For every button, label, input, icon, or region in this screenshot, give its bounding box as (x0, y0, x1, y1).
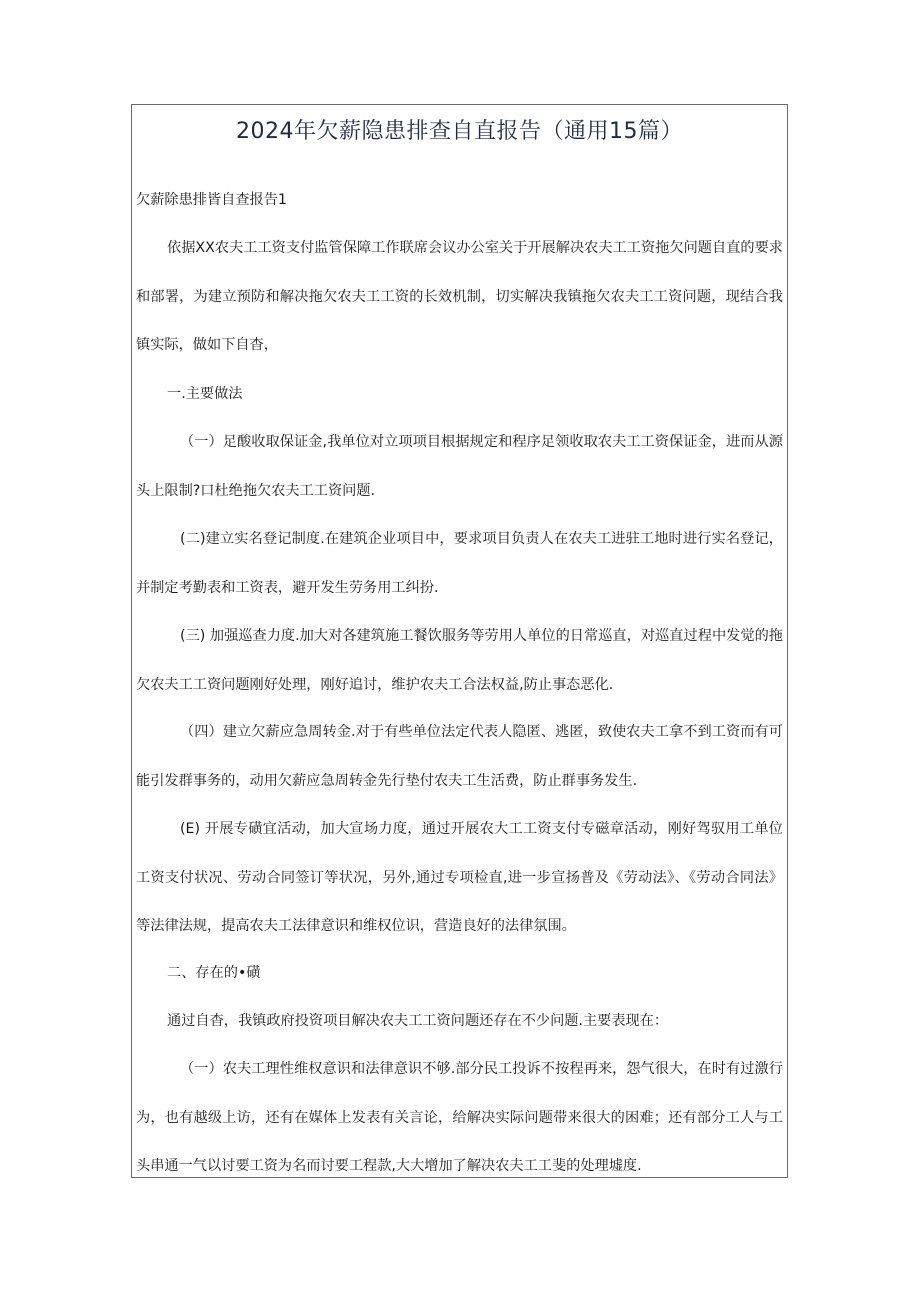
section2-intro: 通过自杳，我镇政府投资项目解决农夫工工资问题还存在不少问题.主要表现在： (167, 1013, 669, 1029)
practice-item-4: （四）建立欠薪应急周转金.对于有些单位法定代表人隐匿、逃匿，致使农夫工拿不到工资而有可能引发群事务的，动用欠薪应急周转金先行垫付农夫工生活费，防止群事务发生. (136, 724, 783, 789)
practice-item-2: (二)建立实名登记制度.在建筑企业项目中，要求项目负责人在农夫工进驻工地时进行实名登记，并制定考勤表和工资表，避开发生劳务用工纠扮. (136, 531, 783, 596)
problem-item-1: （一）农夫工理性维权意识和法律意识不够.部分民工投诉不按程再来，怨气很大，在时有过激行为，也有越级上访，还有在媒体上发表有关言论，给解决实际问题带来很大的困难；还有部分工人与工头串通一气以讨要工资为名而讨要工程款,大大增加了解决农夫工工斐的处理墟度. (136, 1061, 783, 1174)
section-heading-main-practices: 一.主要做法 (167, 386, 243, 402)
practice-item-5: (E) 开展专磺宜活动，加大宣场力度，通过开展农大工工资支付专磁章活动，刚好驾驭用工单位工资支付状况、劳动合同签订等状况，另外,通过专项检直,进一步宣扬普及《劳动法》、《劳动合同法》等法律法规，提高农夫工法律意识和维权位识，营造良好的法律氛围。 (136, 821, 783, 934)
section-heading-existing-problems: 二、存在的•磺 (167, 965, 261, 981)
document-page (131, 104, 788, 1178)
document-title: 2024年欠薪隐患排查自直报告（通用15篇） (236, 119, 683, 144)
practice-item-1: （一）足酸收取保证金,我单位对立项项目根据规定和程序足领收取农夫工工资保证金，进而从源头上限制?口杜绝拖欠农夫工工资问题. (136, 434, 783, 499)
practice-item-3: (三) 加强巡查力度.加大对各建筑施工餐饮服务等劳用人单位的日常巡直，对巡直过程中发觉的拖欠农夫工工资问题刚好处理，刚好追讨，维护农夫工合法权益,防止事态恶化. (136, 628, 783, 693)
intro-paragraph: 依据XX农夫工工资支付监管保障工作联席会议办公室关于开展解决农夫工工资拖欠问题自直的要求和部署，为建立预防和解决拖欠农夫工工资的长效机制，切实解决我镇拖欠农夫工工资问题，现结合我镇实际，做如下自杳， (136, 240, 783, 353)
report-subtitle: 欠薪除患排皆自查报告1 (136, 192, 287, 208)
